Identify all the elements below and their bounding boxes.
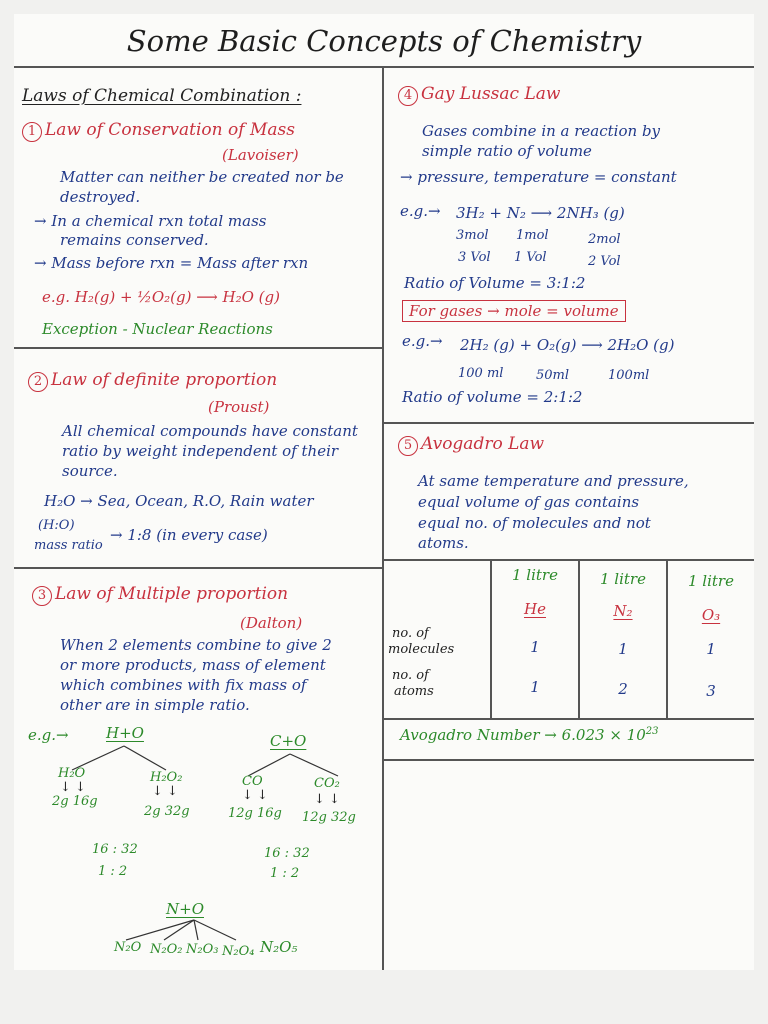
law1-point-2: → Mass before rxn = Mass after rxn	[34, 254, 309, 272]
law1-desc-1: Matter can neither be created nor be	[60, 168, 344, 186]
law1-example: e.g. H₂(g) + ½O₂(g) ⟶ H₂O (g)	[42, 288, 280, 306]
ho-ratio-2: 1 : 2	[98, 864, 128, 879]
co-product-2: CO₂	[314, 776, 340, 791]
law5-desc-2: equal volume of gas contains	[418, 493, 640, 511]
table-bottom-line	[382, 718, 754, 720]
law3-desc-3: which combines with fix mass of	[60, 676, 307, 694]
law4-mol-1: 3mol	[456, 228, 489, 243]
law4-vol-3: 2 Vol	[588, 254, 621, 269]
co-product-1-masses: 12g 16g	[228, 806, 282, 821]
law1-author: (Lavoiser)	[222, 146, 299, 164]
law4-desc-2: simple ratio of volume	[422, 142, 592, 160]
avogadro-number-exponent: 23	[645, 726, 659, 737]
law2-number: 2	[28, 372, 48, 392]
no-product-4: N₂O₄	[222, 944, 255, 959]
law4-mol-3: 2mol	[588, 232, 621, 247]
law1-desc-2: destroyed.	[60, 188, 141, 206]
table-header-1: 1 litre	[512, 566, 558, 584]
law3-desc-2: or more products, mass of element	[60, 656, 326, 674]
divider-law4-law5	[382, 422, 754, 424]
co-product-1: CO	[242, 774, 263, 789]
law2-desc-2: ratio by weight independent of their	[62, 442, 339, 460]
law5-title	[398, 434, 544, 456]
no-product-3: N₂O₃	[186, 942, 219, 957]
law5-desc-3: equal no. of molecules and not	[418, 514, 651, 532]
page-title: Some Basic Concepts of Chemistry	[126, 24, 642, 58]
ho-product-1: H₂O	[58, 766, 86, 781]
table-header-3: 1 litre	[688, 572, 734, 590]
law5-title-text: Avogadro Law	[421, 434, 545, 454]
divider-law1-law2	[14, 347, 382, 349]
law2-title	[28, 370, 277, 392]
law3-author: (Dalton)	[240, 614, 303, 632]
table-gas-n2: N₂	[613, 602, 633, 620]
law4-vol-2: 1 Vol	[514, 250, 547, 265]
co-product-1-arrows: ↓ ↓	[242, 788, 268, 803]
law4-number: 4	[398, 86, 418, 106]
law1-exception: Exception - Nuclear Reactions	[42, 320, 273, 338]
notes-sheet	[14, 14, 754, 970]
co-ratio-1: 16 : 32	[264, 846, 310, 861]
table-row1-label-2: molecules	[388, 642, 455, 657]
law5-desc-4: atoms.	[418, 534, 469, 552]
table-gas-he: He	[524, 600, 546, 618]
law4-desc-1: Gases combine in a reaction by	[422, 122, 661, 140]
no-product-2: N₂O₂	[150, 942, 183, 957]
law4-ratio-2: Ratio of volume = 2:1:2	[402, 388, 583, 406]
ho-ratio-1: 16 : 32	[92, 842, 138, 857]
table-row1-o3: 1	[706, 640, 716, 658]
ho-product-2-arrows: ↓ ↓	[152, 784, 178, 799]
table-row2-n2: 2	[618, 680, 628, 698]
ho-product-2-masses: 2g 32g	[144, 804, 190, 819]
law2-ratio-label-2: mass ratio	[34, 538, 103, 553]
law1-number: 1	[22, 122, 42, 142]
law4-key-box: For gases → mole = volume	[402, 300, 626, 322]
law2-ratio-label-1: (H:O)	[38, 518, 75, 533]
co-product-2-masses: 12g 32g	[302, 810, 356, 825]
law3-title	[32, 584, 288, 606]
table-row1-label-1: no. of	[392, 626, 429, 641]
laws-heading: Laws of Chemical Combination :	[22, 86, 302, 106]
co-ratio-2: 1 : 2	[270, 866, 300, 881]
law4-condition: → pressure, temperature = constant	[400, 168, 677, 186]
law2-desc-3: source.	[62, 462, 118, 480]
law3-title-text: Law of Multiple proportion	[55, 584, 289, 604]
table-row2-label-2: atoms	[394, 684, 434, 699]
law2-example: H₂O → Sea, Ocean, R.O, Rain water	[44, 492, 314, 510]
law1-title	[22, 120, 295, 142]
ho-parent: H+O	[106, 724, 144, 742]
ho-product-1-masses: 2g 16g	[52, 794, 98, 809]
title-divider	[14, 66, 754, 68]
table-gas-o3: O₃	[701, 606, 721, 624]
law2-author: (Proust)	[208, 398, 270, 416]
avogadro-number-divider	[382, 759, 754, 761]
column-divider	[382, 66, 384, 970]
table-row1-he: 1	[530, 638, 540, 656]
no-product-1: N₂O	[114, 940, 142, 955]
law3-example-label: e.g.→	[28, 726, 69, 744]
law1-point-1a: → In a chemical rxn total mass	[34, 212, 267, 230]
co-product-2-arrows: ↓ ↓	[314, 792, 340, 807]
table-row2-o3: 3	[706, 682, 716, 700]
ho-product-2: H₂O₂	[150, 770, 183, 785]
law4-vol-1: 3 Vol	[458, 250, 491, 265]
law4-ml-2: 50ml	[536, 368, 570, 383]
law3-number: 3	[32, 586, 52, 606]
no-product-5: N₂O₅	[260, 938, 298, 956]
law3-desc-4: other are in simple ratio.	[60, 696, 250, 714]
table-row2-label-1: no. of	[392, 668, 429, 683]
law4-title	[398, 84, 560, 106]
law4-example-label: e.g.→	[400, 202, 441, 220]
co-parent: C+O	[270, 732, 307, 750]
table-header-2: 1 litre	[600, 570, 646, 588]
law5-number: 5	[398, 436, 418, 456]
law4-example2-label: e.g.→	[402, 332, 443, 350]
law2-title-text: Law of definite proportion	[51, 370, 278, 390]
law1-point-1b: remains conserved.	[60, 231, 209, 249]
law4-ml-3: 100ml	[608, 368, 650, 383]
avogadro-number-text: Avogadro Number → 6.023 × 10	[400, 726, 646, 744]
law4-example2-equation: 2H₂ (g) + O₂(g) ⟶ 2H₂O (g)	[460, 336, 675, 354]
law3-desc-1: When 2 elements combine to give 2	[60, 636, 332, 654]
law1-title-text: Law of Conservation of Mass	[45, 120, 295, 140]
table-row1-n2: 1	[618, 640, 628, 658]
law2-ratio: → 1:8 (in every case)	[110, 526, 268, 544]
law4-ml-1: 100 ml	[458, 366, 504, 381]
law4-ratio-1: Ratio of Volume = 3:1:2	[404, 274, 586, 292]
table-top-line	[382, 559, 754, 561]
law4-example-equation: 3H₂ + N₂ ⟶ 2NH₃ (g)	[456, 204, 625, 222]
law2-desc-1: All chemical compounds have constant	[62, 422, 358, 440]
law4-title-text: Gay Lussac Law	[421, 84, 561, 104]
table-row2-he: 1	[530, 678, 540, 696]
ho-product-1-arrows: ↓ ↓	[60, 780, 86, 795]
law5-desc-1: At same temperature and pressure,	[418, 472, 689, 490]
divider-law2-law3	[14, 567, 382, 569]
law4-mol-2: 1mol	[516, 228, 549, 243]
avogadro-number	[400, 726, 658, 744]
no-parent: N+O	[166, 900, 204, 918]
